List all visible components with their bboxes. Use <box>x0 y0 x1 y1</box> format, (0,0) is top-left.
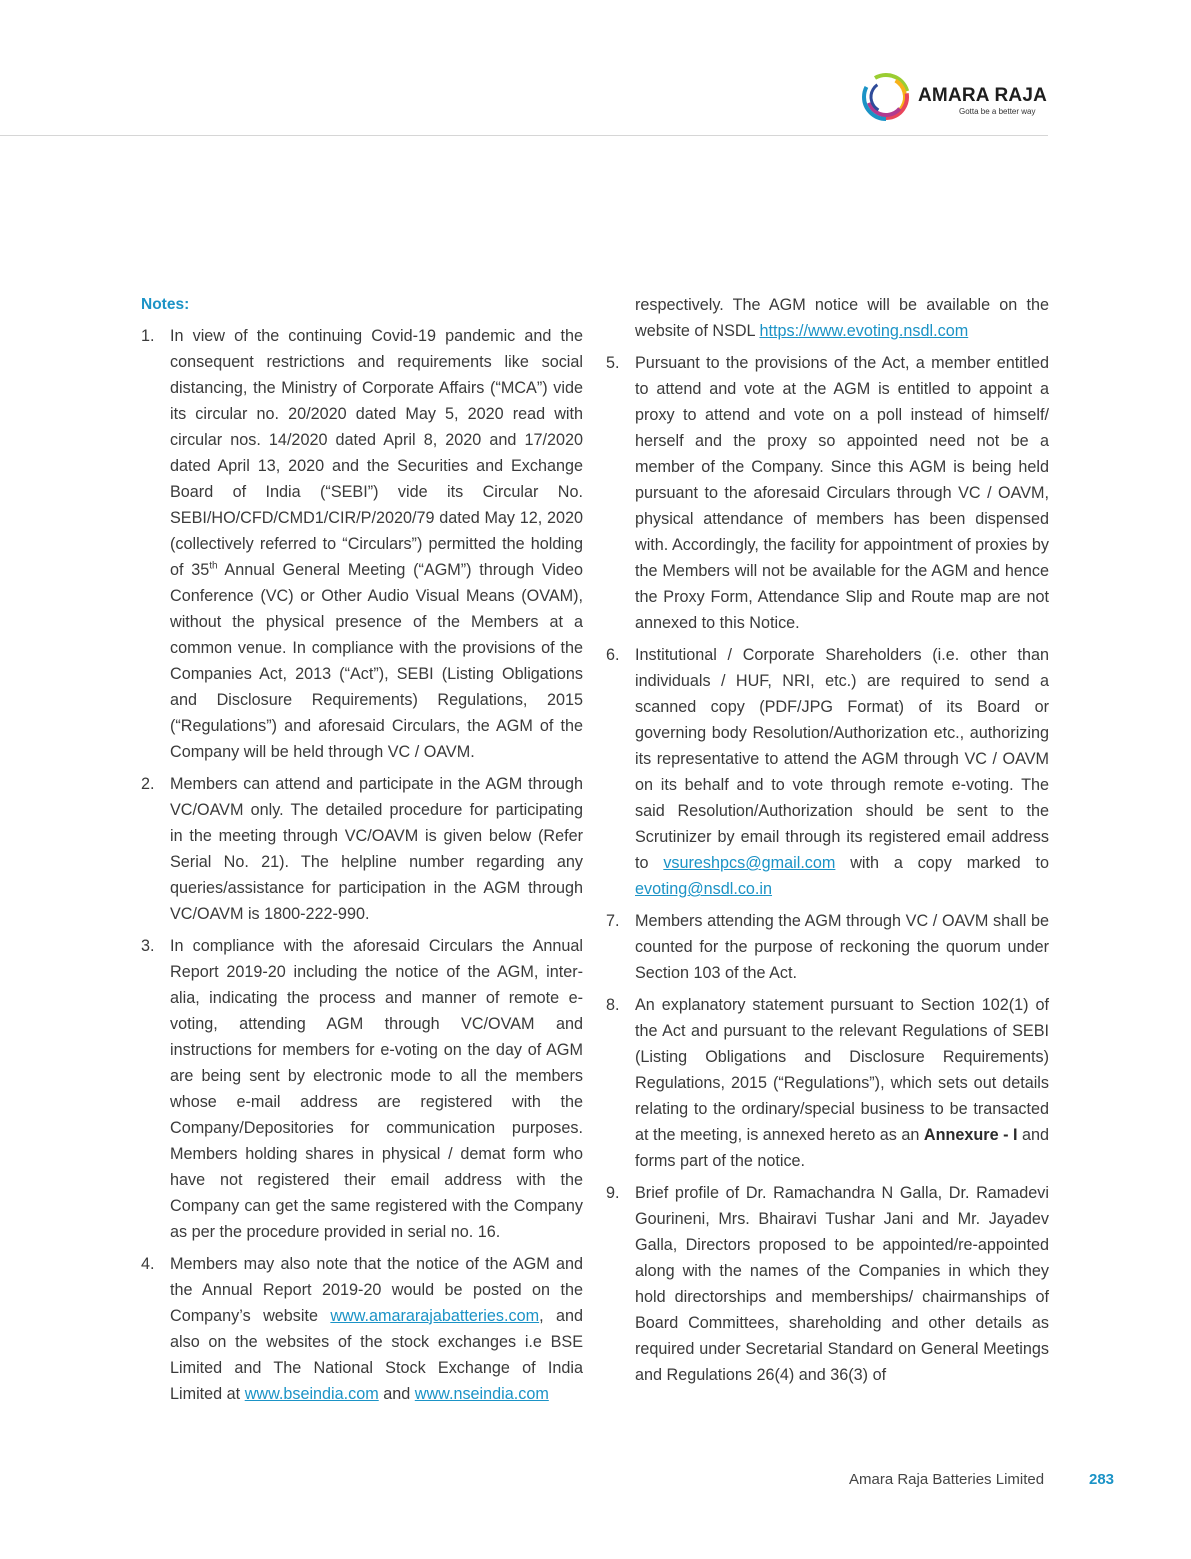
note-text-part: with a copy marked to <box>835 854 1049 872</box>
note-number: 1. <box>141 327 155 345</box>
amara-raja-logo-icon <box>858 70 914 126</box>
brand-logo <box>858 70 1058 126</box>
left-column <box>141 292 583 1413</box>
note-number: 6. <box>606 646 620 664</box>
note-text-part: and <box>378 1385 415 1403</box>
note-number: 2. <box>141 775 155 793</box>
note-text: Members can attend and participate in the AGM through VC/OAVM only. The detailed procedure for participating in the meeting through VC/OAVM is given below (Refer Serial No. 21). The helpline number regarding any queries/assistance for participation in the AGM through VC/OAVM is 1800-222-990. <box>170 775 583 923</box>
nse-website-link[interactable]: www.nseindia.com <box>414 1385 549 1403</box>
note-text <box>635 992 1049 1174</box>
note-item-8 <box>606 992 1049 1174</box>
note-number: 4. <box>141 1255 155 1273</box>
note-number: 5. <box>606 354 620 372</box>
nsdl-evoting-link[interactable]: https://www.evoting.nsdl.com <box>759 322 969 340</box>
annexure-label: Annexure - I <box>923 1126 1018 1144</box>
note-item-4-continued <box>606 292 1049 344</box>
bse-website-link[interactable]: www.bseindia.com <box>244 1385 379 1403</box>
note-text-part: Annual General Meeting (“AGM”) through Video Conference (VC) or Other Audio Visual Means (OVAM), without the physical presence of the Members at a common venue. In compliance with the provisions of the Companies Act, 2013 (“Act”), SEBI (Listing Obligations and Disclosure Requirements) Regulations, 2015 (“Regulations”) and aforesaid Circulars, the AGM of the Company will be held through VC / OAVM. <box>170 561 583 761</box>
company-website-link[interactable]: www.amararajabatteries.com <box>330 1307 540 1325</box>
note-item-5 <box>606 350 1049 636</box>
note-number: 3. <box>141 937 155 955</box>
note-text: Brief profile of Dr. Ramachandra N Galla, Dr. Ramadevi Gourineni, Mrs. Bhairavi Tushar Jani and Mr. Jayadev Galla, Directors proposed to be appointed/re-appointed along with the names of the Companies in which they hold directorships and memberships/ chairmanships of Board Committees, shareholding and other details as required under Secretarial Standard on General Meetings and Regulations 26(4) and 36(3) of <box>635 1184 1049 1384</box>
note-text-part: , and also on the websites of the stock exchanges i.e BSE Limited and The National Stock Exchange of India Limited at <box>170 1307 583 1403</box>
note-text <box>635 642 1049 902</box>
note-number: 9. <box>606 1184 620 1202</box>
note-item-3 <box>141 933 583 1245</box>
note-item-6 <box>606 642 1049 902</box>
ordinal-superscript: th <box>209 560 218 572</box>
note-text: Members attending the AGM through VC / OAVM shall be counted for the purpose of reckoning the quorum under Section 103 of the Act. <box>635 912 1049 982</box>
scrutinizer-email-link[interactable]: vsureshpcs@gmail.com <box>663 854 836 872</box>
note-item-4 <box>141 1251 583 1407</box>
note-text-part: Members may also note that the notice of the AGM and the Annual Report 2019-20 would be posted on the Company’s website <box>170 1255 583 1325</box>
header-divider <box>0 135 1048 136</box>
note-text-part: respectively. The AGM notice will be available on the website of NSDL <box>635 296 1049 340</box>
note-text-part: Institutional / Corporate Shareholders (i.e. other than individuals / HUF, NRI, etc.) are required to send a scanned copy (PDF/JPG Format) of its Board or governing body Resolution/Authorization etc., authorizing its representative to attend the AGM through VC / OAVM on its behalf and to vote through remote e-voting. The said Resolution/Authorization should be sent to the Scrutinizer by email through its registered email address to <box>635 646 1049 872</box>
note-item-7 <box>606 908 1049 986</box>
note-item-2 <box>141 771 583 927</box>
right-column <box>606 292 1049 1394</box>
note-text <box>170 1251 583 1407</box>
notes-heading: Notes: <box>141 296 190 313</box>
note-item-9 <box>606 1180 1049 1388</box>
note-text-part: In view of the continuing Covid-19 pandemic and the consequent restrictions and requirements like social distancing, the Ministry of Corporate Affairs (“MCA”) vide its circular no. 20/2020 dated May 5, 2020 read with circular nos. 14/2020 dated April 8, 2020 and 17/2020 dated April 13, 2020 and the Securities and Exchange Board of India (“SEBI”) vide its Circular No. SEBI/HO/CFD/CMD1/CIR/P/2020/79 dated May 12, 2020 (collectively referred to “Circulars”) permitted the holding of 35 <box>170 327 583 579</box>
note-item-1 <box>141 323 583 765</box>
brand-name: AMARA RAJA <box>918 85 1048 106</box>
note-number: 8. <box>606 996 620 1014</box>
note-text <box>170 323 583 765</box>
note-text-part: An explanatory statement pursuant to Section 102(1) of the Act and pursuant to the relevant Regulations of SEBI (Listing Obligations and Disclosure Requirements) Regulations, 2015 (“Regulations”), which sets out details relating to the ordinary/special business to be transacted at the meeting, is annexed hereto as an <box>635 996 1049 1144</box>
note-number: 7. <box>606 912 620 930</box>
note-text: Pursuant to the provisions of the Act, a member entitled to attend and vote at the AGM is entitled to appoint a proxy to attend and vote on a poll instead of himself/ herself and the proxy so appointed need not be a member of the Company. Since this AGM is being held pursuant to the aforesaid Circulars through VC / OAVM, physical attendance of members has been dispensed with. Accordingly, the facility for appointment of proxies by the Members will not be available for the AGM and hence the Proxy Form, Attendance Slip and Route map are not annexed to this Notice. <box>635 354 1049 632</box>
note-text: In compliance with the aforesaid Circulars the Annual Report 2019-20 including the notice of the AGM, inter-alia, indicating the process and manner of remote e-voting, attending AGM through VC/OVAM and instructions for members for e-voting on the day of AGM are being sent by electronic mode to all the members whose e-mail address are registered with the Company/Depositories for communication purposes. Members holding shares in physical / demat form who have not registered their email address with the Company can get the same registered with the Company as per the procedure provided in serial no. 16. <box>170 937 583 1241</box>
brand-tagline: Gotta be a better way <box>959 107 1036 116</box>
footer-company-name: Amara Raja Batteries Limited <box>849 1471 1045 1488</box>
note-text-part: and forms part of the notice. <box>635 1126 1049 1170</box>
page-number: 283 <box>1089 1471 1115 1488</box>
nsdl-email-link[interactable]: evoting@nsdl.co.in <box>635 880 773 898</box>
